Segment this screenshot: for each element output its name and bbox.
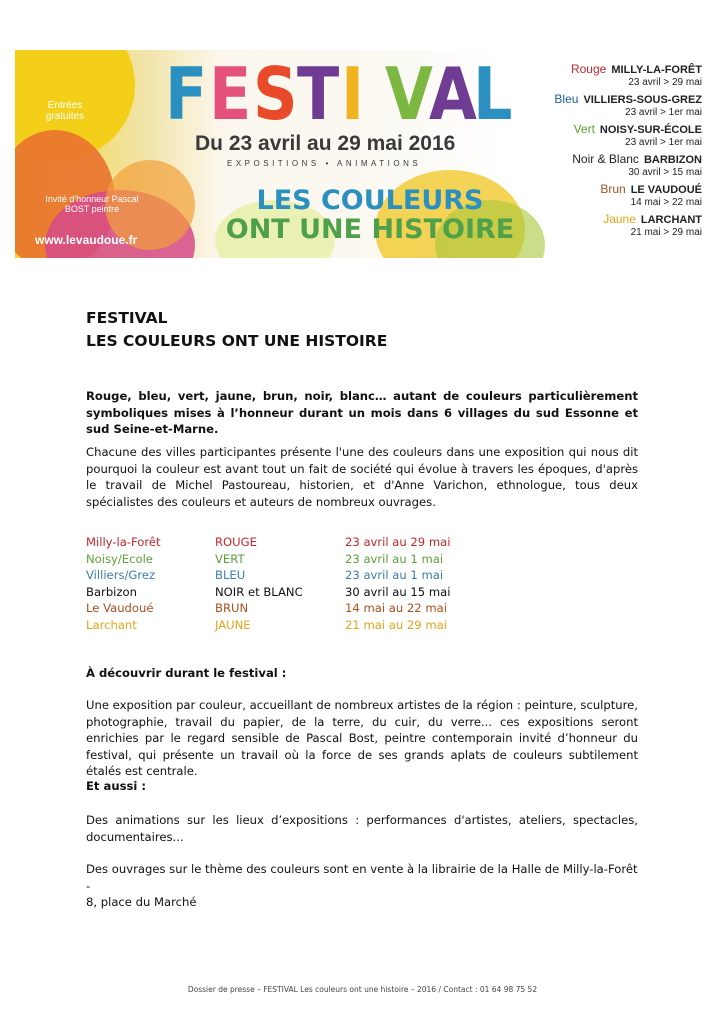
table-row	[86, 534, 546, 551]
schedule-village: LARCHANT	[640, 214, 702, 226]
dates-cell: 23 avril au 1 mai	[345, 568, 444, 582]
title-letter: L	[473, 52, 514, 136]
schedule-entry	[535, 122, 702, 148]
guest-of-honour-label: Invité d'honneur Pascal BOST peintre	[45, 194, 139, 214]
colour-cell: BLEU	[215, 568, 246, 582]
discover-heading: À découvrir durant le festival :	[86, 666, 287, 680]
festival-logo-title	[165, 52, 535, 136]
title-line-2: LES COULEURS ONT UNE HISTOIRE	[86, 332, 388, 350]
schedule-village: BARBIZON	[643, 154, 702, 166]
free-entry-label: Entrées gratuites	[45, 100, 85, 122]
festival-dates: Du 23 avril au 29 mai 2016	[195, 132, 456, 155]
festival-subtitle: EXPOSITIONS • ANIMATIONS	[227, 159, 422, 168]
books-line-2: 8, place du Marché	[86, 895, 197, 909]
dates-cell: 21 mai au 29 mai	[345, 617, 447, 632]
description-paragraph: Chacune des villes participantes présente l'une des couleurs dans une exposition qui nous dit pourquoi la couleur est avant tout un fait de société qui évolue à travers les époques, d'après le travail de Michel Pastoureau, historien, et d'Anne Varichon, ethnologue, tous deux spécialistes des couleurs et auteurs de nombreux ouvrages.	[86, 445, 638, 509]
schedule-village: MILLY-LA-FORÊT	[611, 64, 702, 76]
table-row	[86, 617, 546, 634]
village-cell: Villiers/Grez	[86, 568, 156, 582]
table-row	[86, 567, 546, 584]
schedule-color-name: Rouge	[570, 62, 607, 76]
schedule-color-name: Bleu	[554, 92, 579, 106]
schedule-dates: 23 avril > 1er mai	[625, 137, 702, 148]
tagline-line-2: ONT UNE HISTOIRE	[225, 214, 515, 245]
village-cell: Le Vaudoué	[86, 601, 154, 615]
schedule-dates: 30 avril > 15 mai	[628, 167, 702, 178]
schedule-entry	[535, 182, 702, 208]
tagline-line-1: LES COULEURS	[256, 185, 484, 216]
schedule-entry	[535, 92, 702, 118]
animations-paragraph: Des animations sur les lieux d’expositions : performances d'artistes, ateliers, spectacles, documentaires...	[86, 813, 638, 844]
title-letter: I	[341, 52, 365, 136]
title-letter: A	[429, 52, 478, 136]
colour-cell: VERT	[215, 551, 245, 566]
table-row	[86, 584, 546, 601]
title-letter: S	[253, 52, 299, 136]
colour-cell: JAUNE	[215, 617, 251, 632]
title-letter: T	[297, 52, 341, 136]
village-cell: Barbizon	[86, 584, 137, 599]
village-cell: Noisy/Ecole	[86, 551, 153, 566]
website-link[interactable]: www.levaudoue.fr	[35, 233, 138, 247]
exhibition-paragraph: Une exposition par couleur, accueillant de nombreux artistes de la région : peinture, sculpture, photographie, travail du papier, de la terre, du cuir, du verre... ces expositions seront enrichies par le regard sensible de Pascal Bost, peintre contemporain invité d’honneur du festival, qui présente un travail où la force de ses grands aplats de couleurs subtilement étalés est centrale.	[86, 698, 638, 778]
schedule-dates: 23 avril > 29 mai	[628, 77, 702, 88]
dates-cell: 23 avril au 1 mai	[345, 551, 444, 566]
festival-tagline	[225, 186, 515, 244]
also-heading: Et aussi :	[86, 779, 147, 793]
colour-cell: NOIR et BLANC	[215, 584, 303, 599]
schedule-entry	[535, 152, 702, 178]
schedule-dates: 21 mai > 29 mai	[630, 227, 702, 238]
schedule-color-name: Vert	[573, 122, 595, 136]
schedule-color-name: Brun	[600, 182, 626, 196]
colour-cell: ROUGE	[215, 535, 257, 549]
title-letter: V	[385, 52, 434, 136]
page-title	[86, 307, 638, 353]
title-line-1: FESTIVAL	[86, 309, 168, 327]
schedule-color-name: Jaune	[603, 212, 636, 226]
schedule-village: VILLIERS-SOUS-GREZ	[583, 94, 702, 106]
schedule-dates: 14 mai > 22 mai	[630, 197, 702, 208]
schedule-dates: 23 avril > 1er mai	[625, 107, 702, 118]
colour-cell: BRUN	[215, 601, 249, 615]
schedule-color-name: Noir & Blanc	[572, 152, 639, 166]
village-cell: Larchant	[86, 617, 137, 632]
books-line-1: Des ouvrages sur le thème des couleurs sont en vente à la librairie de la Halle de Milly-la-Forêt -	[86, 862, 638, 893]
table-row	[86, 551, 546, 568]
festival-banner	[15, 50, 709, 258]
books-paragraph	[86, 861, 638, 911]
dates-cell: 23 avril au 29 mai	[345, 535, 451, 549]
schedule-village: NOISY-SUR-ÉCOLE	[599, 124, 702, 136]
schedule-entry	[535, 212, 702, 238]
dates-cell: 14 mai au 22 mai	[345, 601, 447, 615]
intro-paragraph: Rouge, bleu, vert, jaune, brun, noir, blanc… autant de couleurs particulièrement symboliques mises à l’honneur durant un mois dans 6 villages du sud Essonne et sud Seine-et-Marne.	[86, 389, 638, 436]
village-table	[86, 534, 546, 633]
table-row	[86, 600, 546, 617]
village-schedule	[535, 62, 702, 242]
title-letter: E	[209, 52, 253, 136]
schedule-village: LE VAUDOUÉ	[630, 184, 702, 196]
title-letter: F	[165, 52, 209, 136]
page-footer: Dossier de presse – FESTIVAL Les couleurs ont une histoire – 2016 / Contact : 01 64 98 75 52	[187, 985, 538, 994]
schedule-entry	[535, 62, 702, 88]
village-cell: Milly-la-Forêt	[86, 535, 161, 549]
dates-cell: 30 avril au 15 mai	[345, 584, 451, 599]
